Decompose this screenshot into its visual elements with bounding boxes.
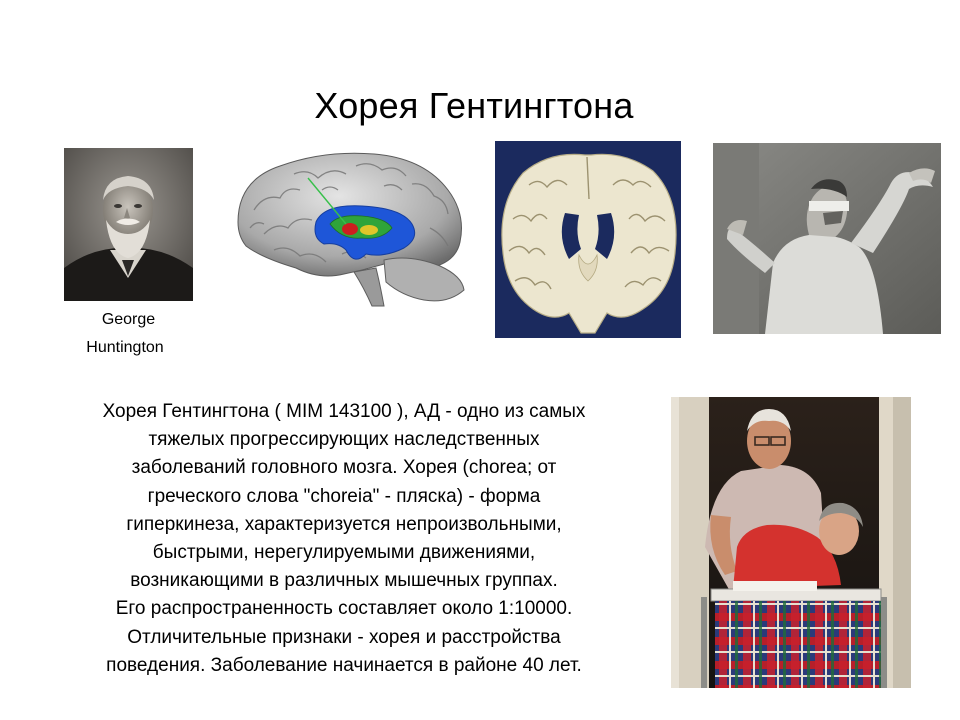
description-line-4: греческого слова "choreia" - пляска) - форма: [147, 485, 541, 507]
brain-section-image: [495, 141, 681, 338]
description-text: [30, 398, 658, 680]
description-line-5: гиперкинеза, характеризуется непроизвольными,: [126, 513, 562, 535]
description-line-6: быстрыми, нерегулируемыми движениями,: [152, 542, 536, 564]
description-line-1: Хорея Гентингтона ( MIM 143100 ), АД - одно из самых: [102, 401, 586, 422]
patient-wheelchair-image: [671, 397, 911, 688]
portrait-caption-surname-line: [70, 337, 180, 359]
brain-section-photo-icon: [495, 141, 681, 338]
description-line-7: возникающими в различных мышечных группах.: [130, 570, 558, 592]
chorea-patient-image: [713, 143, 941, 334]
description-line-9: Отличительные признаки - хорея и расстройства: [127, 626, 561, 648]
brain-3d-model-image: [234, 150, 470, 308]
george-huntington-portrait: [64, 148, 193, 301]
portrait-photo-icon: [64, 148, 193, 301]
description-line-8: Его распространенность составляет около 1:10000.: [115, 598, 573, 620]
patient-wheelchair-photo-icon: [671, 397, 911, 688]
description-line-2: тяжелых прогрессирующих наследственных: [148, 429, 540, 451]
portrait-caption-last-name: Huntington: [86, 339, 164, 356]
slide-title: Хорея Гентингтона: [314, 85, 634, 126]
description-line-10: поведения. Заболевание начинается в районе 40 лет.: [106, 654, 582, 676]
portrait-caption: [64, 309, 193, 331]
portrait-caption-first-name: George: [101, 311, 156, 328]
brain-3d-model-icon: [234, 150, 470, 308]
description-line-3: заболеваний головного мозга. Хорея (chorea; от: [131, 457, 557, 479]
chorea-patient-photo-icon: [713, 143, 941, 334]
